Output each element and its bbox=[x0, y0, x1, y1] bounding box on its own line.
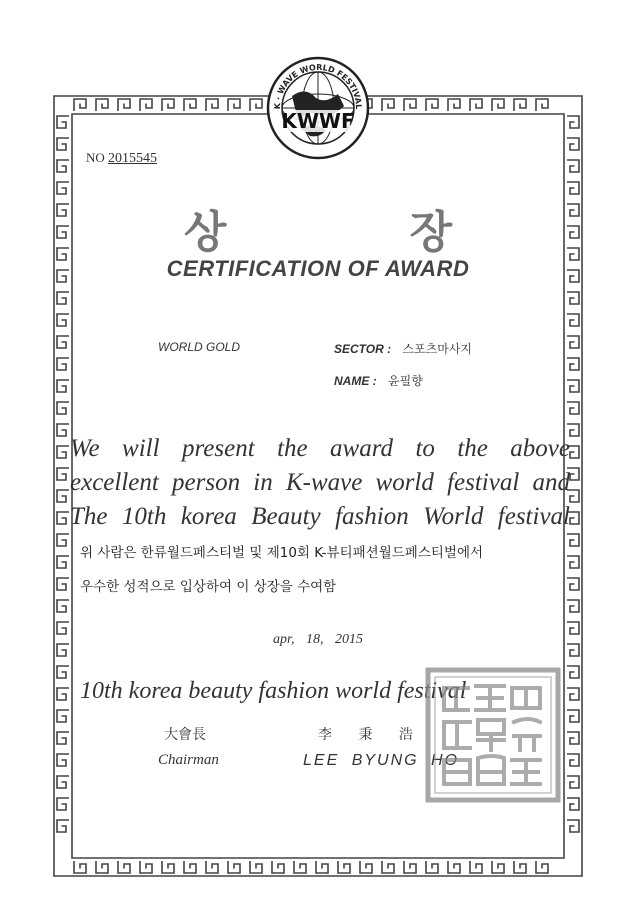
name-value: 윤필향 bbox=[388, 374, 423, 388]
award-statement-korean bbox=[80, 536, 560, 604]
official-seal-stamp bbox=[424, 666, 562, 804]
logo-center-text: KWWF bbox=[281, 109, 355, 133]
chairman-name-english: LEE BYUNG HO bbox=[303, 752, 460, 769]
award-level-text: WORLD GOLD bbox=[158, 340, 241, 354]
certificate-number-value: 2015545 bbox=[108, 151, 158, 166]
statement-line: The 10th korea Beauty fashion World festival bbox=[70, 503, 570, 530]
chairman-title-hanja: 大會長 bbox=[164, 727, 206, 743]
award-date: apr, 18, 2015 bbox=[273, 632, 363, 647]
award-level bbox=[158, 340, 240, 354]
title-english: CERTIFICATION OF AWARD bbox=[166, 256, 470, 281]
certificate-number-prefix: NO bbox=[86, 150, 105, 165]
logo-arc-text: K · WAVE WORLD FESTIVAL bbox=[272, 62, 364, 110]
sector-value: 스포츠마사지 bbox=[402, 342, 473, 356]
statement-line-korean: 위 사람은 한류월드페스티벌 및 제10회 K-뷰티패션월드페스티벌에서 bbox=[80, 545, 484, 561]
sector-label: SECTOR : bbox=[334, 342, 392, 356]
chairman-title-english: Chairman bbox=[158, 752, 219, 768]
title-korean: 상 장 bbox=[183, 207, 537, 258]
sector-field bbox=[334, 340, 472, 357]
name-label: NAME : bbox=[334, 374, 377, 388]
award-statement-english bbox=[70, 432, 570, 534]
chairman-name-hanja: 李 秉 浩 bbox=[318, 727, 413, 743]
certificate-number bbox=[86, 150, 157, 167]
statement-line: We will present the award to the above bbox=[70, 435, 570, 462]
statement-line-korean: 우수한 성적으로 입상하여 이 상장을 수여함 bbox=[80, 579, 337, 595]
name-field bbox=[334, 372, 423, 389]
festival-name: 10th korea beauty fashion world festival bbox=[80, 678, 467, 704]
kwwf-logo bbox=[266, 56, 370, 160]
statement-line: excellent person in K-wave world festival and bbox=[70, 469, 570, 496]
